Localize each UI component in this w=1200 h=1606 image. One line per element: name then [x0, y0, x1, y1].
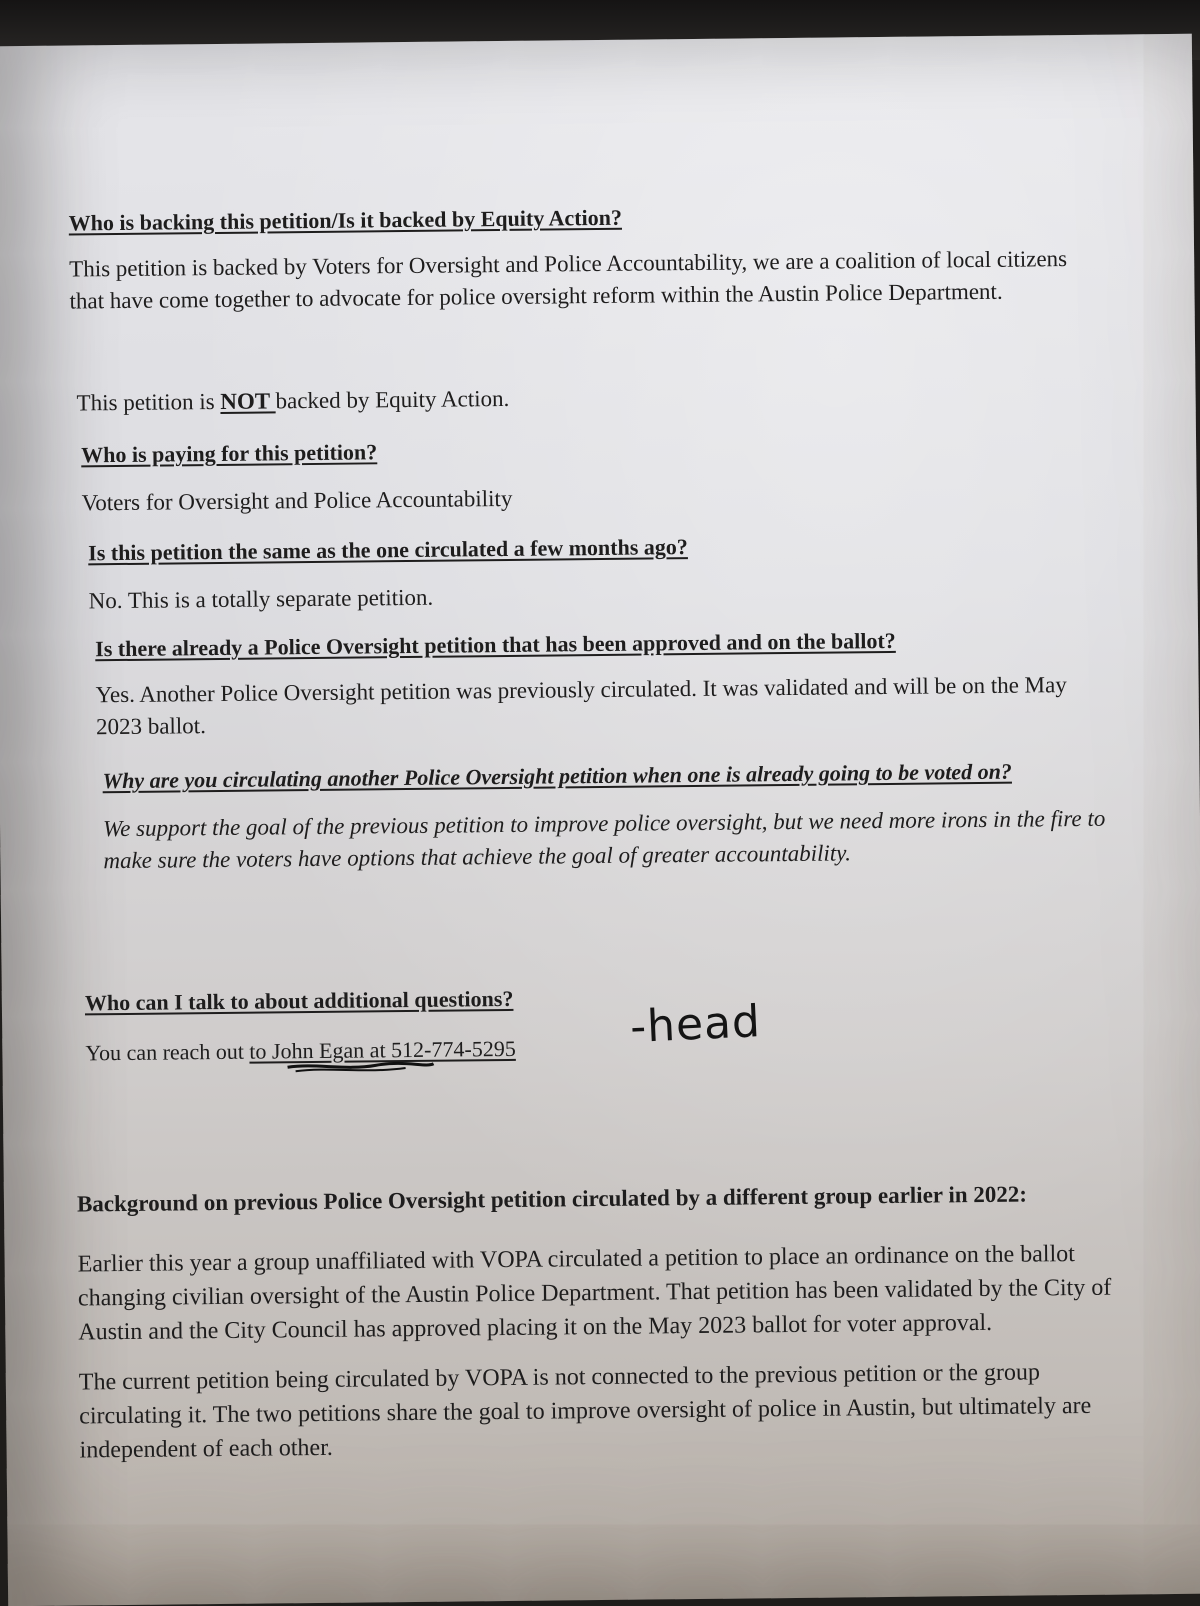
- background-section: [77, 1177, 1120, 1468]
- faq-answer: This petition is backed by Voters for Oversight and Police Accountability, we are a coalition of local citizens that have come together to advocate for police oversight reform within the Austin Police Department.: [69, 246, 1068, 314]
- background-heading: Background on previous Police Oversight petition circulated by a different group earlier in 2022:: [76, 1181, 1028, 1217]
- background-paragraph-2: The current petition being circulated by VOPA is not connected to the previous petition or the group circulating it. The two petitions share the goal to improve oversight of police in Austin, but ultimately are independent of each other.: [78, 1359, 1092, 1464]
- emphasis-text: NOT: [220, 388, 276, 414]
- faq-item-same-petition: [88, 527, 1089, 617]
- contact-question: Who can I talk to about additional questions?: [84, 985, 514, 1016]
- faq-item-paying: [81, 429, 1082, 519]
- faq-item-backing: [69, 197, 1070, 317]
- faq-item-not-backed: [76, 377, 1076, 419]
- background-paragraph-1: Earlier this year a group unaffiliated with VOPA circulated a petition to place an ordinance on the ballot changing civilian oversight of the Austin Police Department. That petition has been validated by the City of Austin and the City Council has approved placing it on the May 2023 ballot for voter approval.: [77, 1241, 1112, 1346]
- faq-question: Who is backing this petition/Is it backed by Equity Action?: [68, 204, 623, 236]
- faq-answer: Voters for Oversight and Police Accountability: [81, 485, 513, 516]
- answer-text: backed by Equity Action.: [275, 385, 510, 414]
- contact-name-phone: to John Egan at 512-774-5295: [249, 1035, 516, 1064]
- pen-scribble-icon: [286, 1060, 436, 1076]
- faq-answer: No. This is a totally separate petition.: [88, 584, 434, 614]
- faq-answer: [76, 377, 1076, 419]
- page-content: [68, 197, 1119, 1464]
- contact-prefix: You can reach out: [85, 1038, 250, 1066]
- faq-question: Who is paying for this petition?: [81, 439, 378, 468]
- faq-answer: We support the goal of the previous petition to improve police oversight, but we need more irons in the fire to make sure the voters have options that achieve the goal of greater accountability.: [102, 805, 1106, 874]
- faq-question: Why are you circulating another Police Oversight petition when one is already going to be voted on?: [102, 758, 1012, 794]
- faq-answer: Yes. Another Police Oversight petition was previously circulated. It was validated and will be on the May 2023 ballot.: [95, 672, 1067, 740]
- faq-item-already-on-ballot: [95, 623, 1106, 744]
- faq-item-why-another: [102, 755, 1113, 878]
- petition-faq-page: [0, 34, 1200, 1606]
- faq-question: Is there already a Police Oversight petition that has been approved and on the ballot?: [95, 627, 896, 662]
- answer-text: This petition is: [76, 388, 221, 416]
- handwritten-note: -head: [629, 996, 762, 1053]
- contact-section: [85, 977, 1086, 1069]
- faq-question: Is this petition the same as the one circulated a few months ago?: [88, 534, 688, 566]
